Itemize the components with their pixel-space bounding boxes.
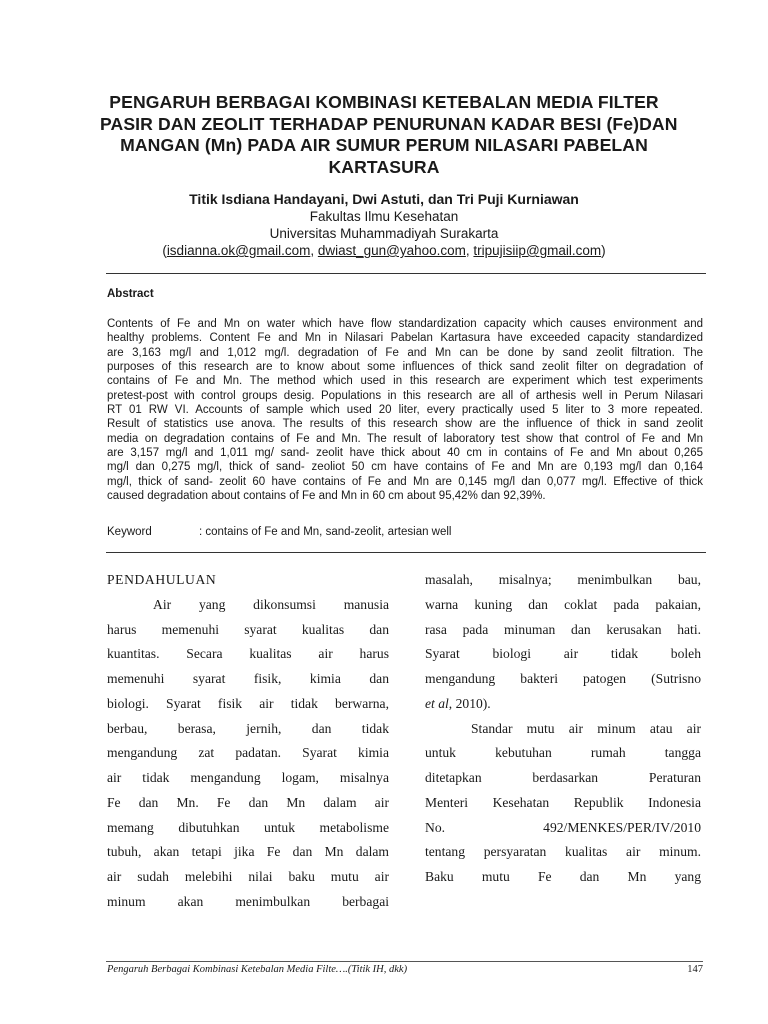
body-line: warna kuning dan coklat pada pakaian, bbox=[425, 596, 701, 612]
body-line: kuantitas. Secara kualitas air harus bbox=[107, 646, 389, 662]
body-line: memenuhi syarat fisik, kimia dan bbox=[107, 671, 389, 686]
running-title: Pengaruh Berbagai Kombinasi Ketebalan Media Filte….(Titik IH, dkk) bbox=[107, 964, 408, 975]
university-name: Universitas Muhammadiyah Surakarta bbox=[269, 226, 499, 241]
body-line: mengandung bakteri patogen (Sutrisno bbox=[425, 671, 701, 686]
abstract-line: RT 01 RW VI. Accounts of sample which used 20 liter, every practically used 5 liter to 3 more repeated. bbox=[107, 404, 703, 417]
title-line: MANGAN (Mn) PADA AIR SUMUR PERUM NILASARI PABELAN bbox=[120, 135, 648, 155]
abstract-line: Contents of Fe and Mn on water which have flow standardization capacity which causes environment and bbox=[107, 318, 703, 330]
body-line: masalah, misalnya; menimbulkan bau, bbox=[425, 572, 701, 587]
abstract-line: media on degradation contains of Fe and Mn. The result of laboratory test show that control of Fe and Mn bbox=[107, 432, 703, 445]
abstract-line: caused degradation about contains of Fe and Mn in 60 cm about 95,42% dan 92,39%. bbox=[107, 490, 546, 503]
abstract-line: Result of statistics use anova. The results of this research show are the influence of thick in sand zeolit bbox=[107, 418, 703, 431]
abstract-body bbox=[107, 317, 703, 503]
body-line: Standar mutu air minum atau air bbox=[471, 720, 701, 736]
email-link-2[interactable]: dwiast_gun@yahoo.com bbox=[317, 243, 466, 258]
abstract-line: pretest-post with control groups desig. Populations in this research are all of arthesis well in Perum Nilasari bbox=[107, 389, 703, 402]
left-column bbox=[107, 568, 389, 915]
email-separator: , bbox=[310, 243, 318, 258]
footer-divider bbox=[106, 961, 703, 962]
body-line: Fe dan Mn. Fe dan Mn dalam air bbox=[107, 794, 389, 810]
body-line: ditetapkan berdasarkan Peraturan bbox=[425, 770, 701, 785]
faculty-name: Fakultas Ilmu Kesehatan bbox=[309, 209, 459, 224]
citation-etal: et al bbox=[425, 695, 449, 711]
body-line: biologi. Syarat fisik air tidak berwarna, bbox=[107, 695, 389, 711]
keyword-label: Keyword bbox=[107, 526, 152, 538]
body-line: untuk kebutuhan rumah tangga bbox=[425, 745, 701, 761]
header-divider bbox=[106, 273, 706, 274]
body-line: No. 492/MENKES/PER/IV/2010 bbox=[425, 819, 701, 835]
citation-year: , 2010). bbox=[448, 695, 491, 711]
abstract-line: healthy problems. Content Fe and Mn in Nilasari Pabelan Kartasura have exceeded capacity standardized bbox=[107, 332, 703, 345]
citation-line bbox=[425, 692, 701, 717]
author-list: Titik Isdiana Handayani, Dwi Astuti, dan Tri Puji Kurniawan bbox=[189, 191, 579, 207]
abstract-line: mg/l dan 0,275 mg/l, thick of sand- zeoliot 50 cm have contains of Fe and Mn are 0,193 mg/l dan 0,164 bbox=[107, 461, 703, 474]
title-line: KARTASURA bbox=[328, 156, 440, 177]
close-paren: ) bbox=[601, 243, 606, 258]
abstract-line: purposes of this research are to know about some influences of thick sand zeolit filter on degradation of bbox=[107, 361, 703, 374]
abstract-line: are 3,157 mg/l and 1,011 mg/ sand- zeolit have thick about 40 cm in contains of Fe and Mn about 0,265 bbox=[107, 447, 703, 460]
keyword-value: : contains of Fe and Mn, sand-zeolit, artesian well bbox=[199, 526, 452, 538]
body-line: Syarat biologi air tidak boleh bbox=[425, 646, 701, 662]
email-separator: , bbox=[465, 243, 474, 258]
title-line: PASIR DAN ZEOLIT TERHADAP PENURUNAN KADAR BESI (Fe)DAN bbox=[100, 113, 678, 134]
body-line: berbau, berasa, jernih, dan tidak bbox=[107, 720, 389, 736]
body-line: mengandung zat padatan. Syarat kimia bbox=[107, 745, 389, 761]
paper-title bbox=[100, 92, 678, 178]
abstract-heading: Abstract bbox=[107, 288, 154, 300]
right-column bbox=[425, 568, 701, 890]
body-line: tubuh, akan tetapi jika Fe dan Mn dalam bbox=[107, 844, 389, 860]
body-line: Air yang dikonsumsi manusia bbox=[153, 596, 389, 612]
body-line: rasa pada minuman dan kerusakan hati. bbox=[425, 621, 701, 637]
body-line: Baku mutu Fe dan Mn yang bbox=[425, 869, 701, 884]
body-line: memang dibutuhkan untuk metabolisme bbox=[107, 819, 389, 835]
abstract-divider bbox=[106, 552, 706, 553]
body-line: harus memenuhi syarat kualitas dan bbox=[107, 621, 389, 637]
email-link-1[interactable]: isdianna.ok@gmail.com bbox=[166, 243, 311, 258]
abstract-line: mg/l, thick of sand- zeolit 60 have contains of Fe and Mn are 0,145 mg/l dan 0,077 mg/l. Effective of thick bbox=[107, 475, 703, 488]
body-line: Menteri Kesehatan Republik Indonesia bbox=[425, 794, 701, 810]
body-line: minum akan menimbulkan berbagai bbox=[107, 893, 389, 909]
title-line: PENGARUH BERBAGAI KOMBINASI KETEBALAN MEDIA FILTER bbox=[109, 92, 659, 112]
abstract-line: contains of Fe and Mn. The method which used in this research are experiment which test experiments bbox=[107, 375, 703, 388]
section-heading: PENDAHULUAN bbox=[107, 572, 217, 587]
page-number: 147 bbox=[687, 964, 703, 975]
email-link-3[interactable]: tripujisiip@gmail.com bbox=[473, 243, 602, 258]
body-line: tentang persyaratan kualitas air minum. bbox=[425, 844, 701, 860]
email-list bbox=[60, 242, 708, 259]
affiliation-block bbox=[60, 208, 708, 259]
body-line: air tidak mengandung logam, misalnya bbox=[107, 770, 389, 785]
open-paren: ( bbox=[162, 243, 167, 258]
abstract-line: are 3,163 mg/l and 1,012 mg/l. degradation of Fe and Mn can be done by sand zeolit filtration. The bbox=[107, 346, 703, 359]
body-line: air sudah melebihi nilai baku mutu air bbox=[107, 869, 389, 884]
